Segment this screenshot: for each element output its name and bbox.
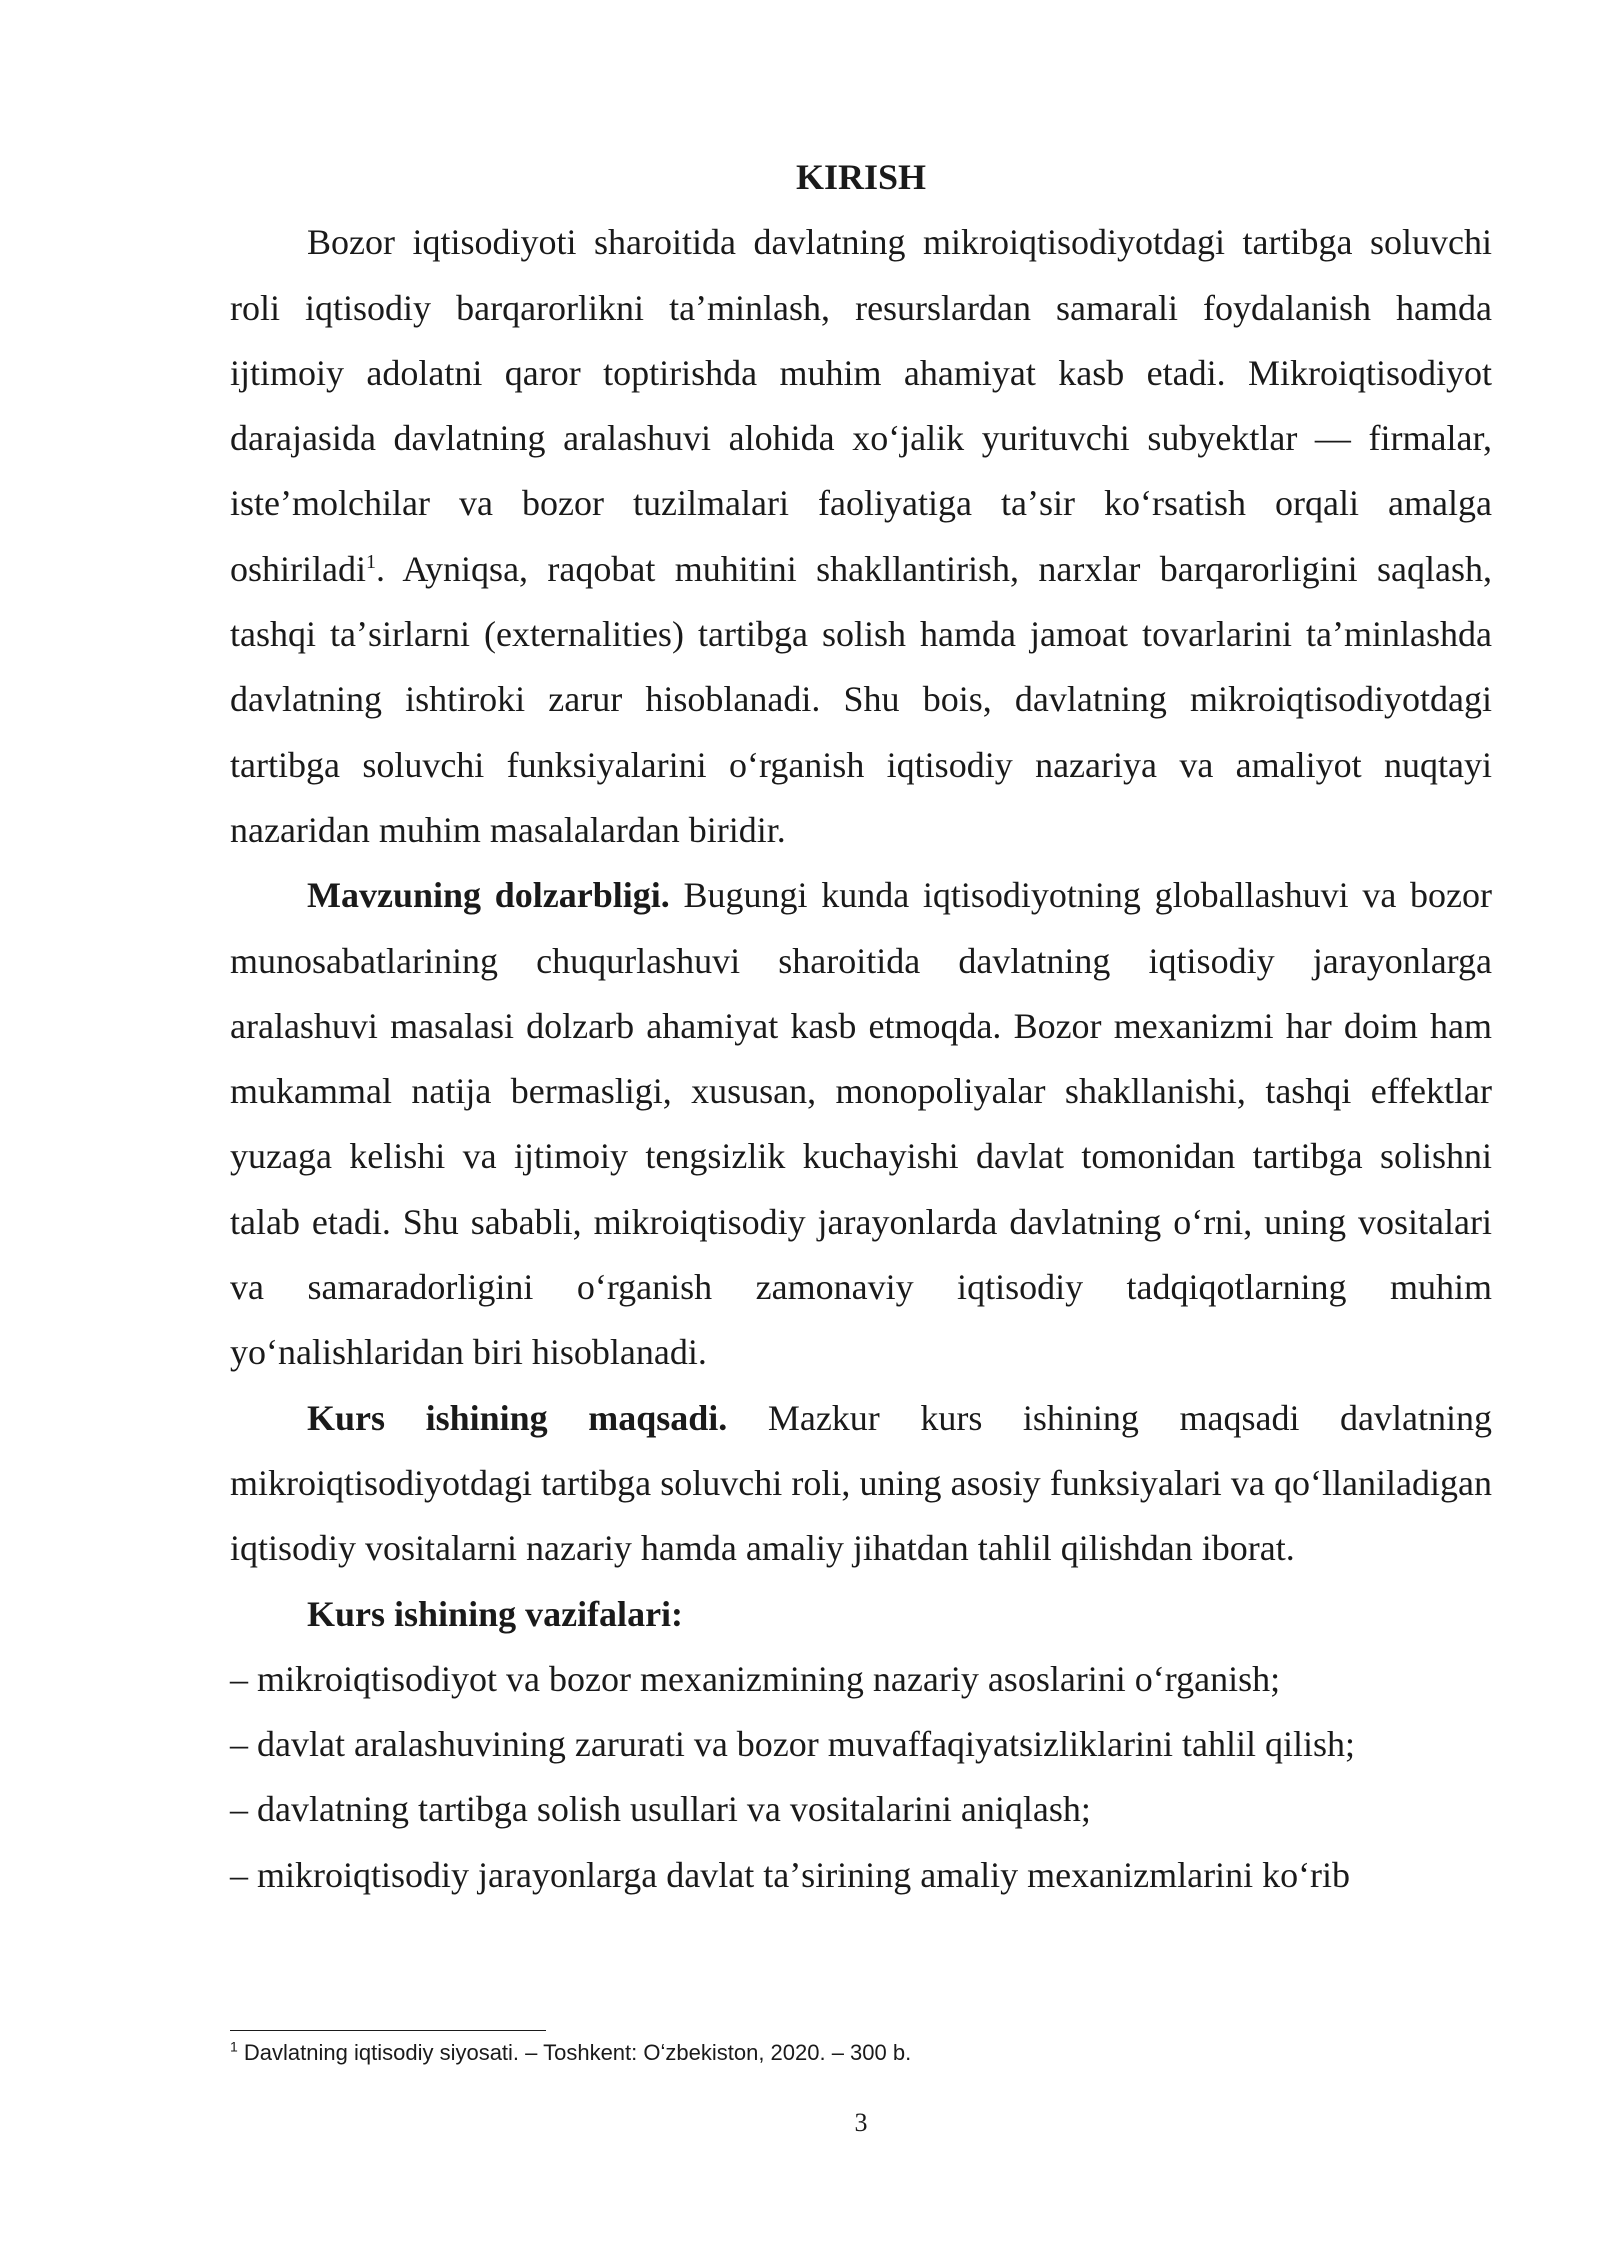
page-title: KIRISH <box>795 157 927 197</box>
footnote-reference: 1 <box>365 550 376 573</box>
task-item: – mikroiqtisodiy jarayonlarga davlat taʼsirining amaliy mexanizmlarini koʻrib <box>230 1854 1351 1895</box>
page-number: 3 <box>854 2108 868 2137</box>
task-item: – davlatning tartibga solish usullari va vositalarini aniqlash; <box>230 1789 1091 1830</box>
purpose-label: Kurs ishining maqsadi. <box>307 1397 728 1438</box>
footnote <box>230 2038 1492 2068</box>
footnote-separator <box>230 2030 546 2031</box>
intro-text-part1: Bozor iqtisodiyoti sharoitida davlatning mikroiqtisodiyotdagi tartibga soluvchi roli iqtisodiy barqarorlikni taʼminlash, resurslardan samarali foydalanish hamda ijtimoiy adolatni qaror toptirishda muhim ahamiyat kasb etadi. Mikroiqtisodiyot darajasida davlatning aralashuvi alohida xoʻjalik yurituvchi subyektlar — firmalar, isteʼmolchilar va bozor tuzilmalari faoliyatiga taʼsir koʻrsatish orqali amalga oshiriladi <box>230 222 1492 589</box>
main-text <box>230 145 1492 1908</box>
relevance-text: Bugungi kunda iqtisodiyotning globallashuvi va bozor munosabatlarining chuqurlashuvi sharoitida davlatning iqtisodiy jarayonlarga aralashuvi masalasi dolzarb ahamiyat kasb etmoqda. Bozor mexanizmi har doim ham mukammal natija bermasligi, xususan, monopoliyalar shakllanishi, tashqi effektlar yuzaga kelishi va ijtimoiy tengsizlik kuchayishi davlat tomonidan tartibga solishni talab etadi. Shu sababli, mikroiqtisodiy jarayonlarda davlatning oʻrni, uning vositalari va samaradorligini oʻrganish zamonaviy iqtisodiy tadqiqotlarning muhim yoʻnalishlaridan biri hisoblanadi. <box>230 875 1492 1373</box>
tasks-heading: Kurs ishining vazifalari: <box>307 1593 684 1634</box>
footnote-number: 1 <box>230 2038 238 2055</box>
relevance-paragraph <box>230 863 1492 1385</box>
relevance-label: Mavzuning dolzarbligi. <box>307 875 670 916</box>
purpose-paragraph <box>230 1386 1492 1582</box>
intro-text-part2: . Ayniqsa, raqobat muhitini shakllantirish, narxlar barqarorligini saqlash, tashqi taʼsirlarni (externalities) tartibga solish hamda jamoat tovarlarini taʼminlashda davlatning ishtiroki zarur hisoblanadi. Shu bois, davlatning mikroiqtisodiyotdagi tartibga soluvchi funksiyalarini oʻrganish iqtisodiy nazariya va amaliyot nuqtayi nazaridan muhim masalalardan biridir. <box>230 548 1492 850</box>
intro-paragraph <box>230 210 1492 863</box>
task-item: – davlat aralashuvining zarurati va bozor muvaffaqiyatsizliklarini tahlil qilish; <box>230 1724 1355 1765</box>
footnote-text: Davlatning iqtisodiy siyosati. – Toshkent: Oʻzbekiston, 2020. – 300 b. <box>237 2040 912 2065</box>
purpose-text: Mazkur kurs ishining maqsadi davlatning mikroiqtisodiyotdagi tartibga soluvchi roli, uning asosiy funksiyalari va qoʻllaniladigan iqtisodiy vositalarni nazariy hamda amaliy jihatdan tahlil qilishdan iborat. <box>230 1397 1492 1569</box>
task-item: – mikroiqtisodiyot va bozor mexanizmining nazariy asoslarini oʻrganish; <box>230 1658 1281 1699</box>
